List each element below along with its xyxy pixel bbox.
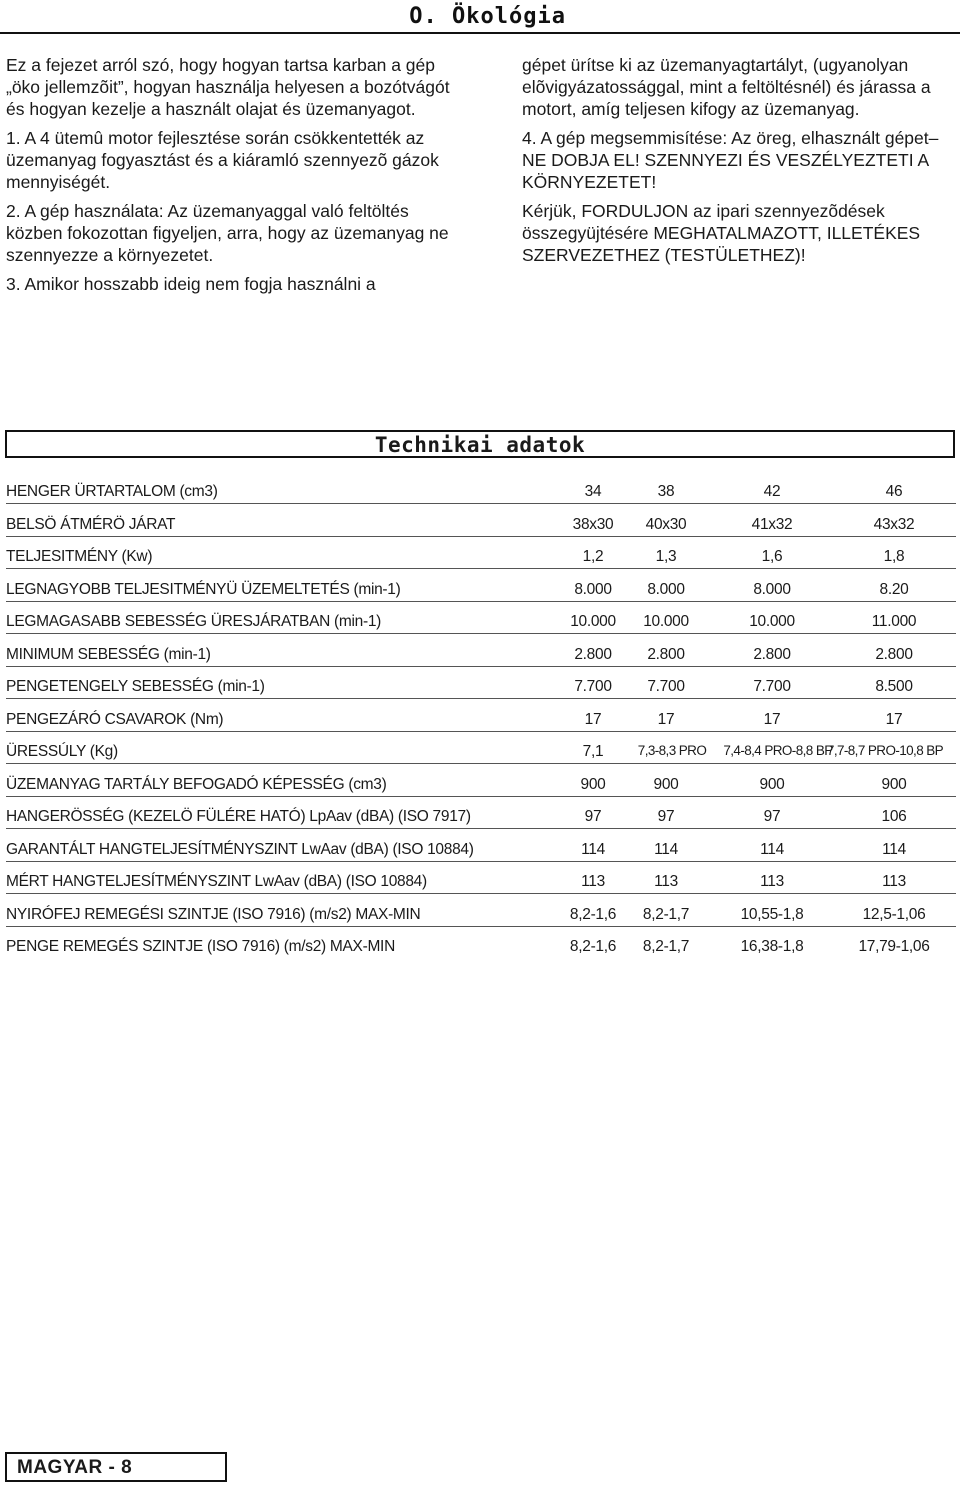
spec-value: 17,79-1,06 [858,938,930,955]
spec-value: 900 [653,775,679,793]
spec-value: 900 [580,775,606,793]
row-divider [6,828,956,829]
spec-value: 8,2-1,7 [642,905,690,923]
spec-value: 7,3-8,3 PRO [637,743,707,758]
spec-value: 113 [654,873,678,890]
spec-value: 8,2-1,7 [642,938,690,955]
spec-value: 11.000 [871,613,917,630]
row-divider [6,731,956,732]
spec-value: 1,3 [655,548,677,565]
table-row [6,866,956,899]
table-row [6,476,956,509]
spec-value: 41x32 [751,515,793,533]
item-2-paragraph: 2. A gép használata: Az üzemanyaggal való feltöltés közben fokozottan figyeljen, arra, hogy az üzemanyag ne szennyezze a környezetet. [6,201,449,265]
spec-value: 38 [657,483,675,500]
table-row [6,574,956,607]
page-footer-label: MAGYAR - 8 [17,1457,133,1478]
spec-value: 17 [763,710,781,728]
spec-value: 2.800 [647,645,685,663]
table-row [6,704,956,737]
spec-value: 8.000 [647,580,685,598]
spec-value: 8,2-1,6 [569,905,617,923]
spec-label: HENGER ÜRTARTALOM (cm3) [6,483,218,500]
row-divider [6,698,956,699]
spec-value: 114 [581,840,605,858]
table-row [6,801,956,834]
spec-label: ÜRESSÚLY (Kg) [6,743,118,760]
table-row [6,834,956,867]
spec-value: 12,5-1,06 [862,905,926,923]
spec-value: 97 [657,808,675,825]
item-4-paragraph: 4. A gép megsemmisítése: Az öreg, elhasznált gépet– NE DOBJA EL! SZENNYEZI ÉS VESZÉLYEZTETI A KÖRNYEZETET! [522,128,939,192]
spec-label: TELJESITMÉNY (Kw) [6,548,153,565]
table-row [6,541,956,574]
row-divider [6,861,956,862]
spec-label: PENGEZÁRÓ CSAVAROK (Nm) [6,710,224,728]
spec-value: 7,1 [582,743,604,760]
spec-value: 106 [881,808,907,825]
spec-value: 7.700 [753,678,791,695]
spec-value: 8,2-1,6 [569,938,617,955]
table-row [6,931,956,964]
tech-data-title: Technikai adatok [374,433,586,457]
page-footer-box [5,1452,227,1482]
table-row [6,736,956,769]
spec-value: 900 [759,775,785,793]
row-divider [6,536,956,537]
spec-value: 7.700 [574,678,612,695]
spec-label: MINIMUM SEBESSÉG (min-1) [6,645,211,663]
spec-value: 114 [760,840,784,858]
spec-value: 38x30 [572,515,614,533]
row-divider [6,796,956,797]
spec-label: LEGNAGYOBB TELJESITMÉNYÜ ÜZEMELTETÉS (min-1) [6,580,401,598]
spec-label: NYIRÓFEJ REMEGÉSI SZINTJE (ISO 7916) (m/s2) MAX-MIN [6,905,421,923]
row-divider [6,503,956,504]
spec-label: ÜZEMANYAG TARTÁLY BEFOGADÓ KÉPESSÉG (cm3) [6,775,387,793]
spec-value: 1,6 [761,548,783,565]
spec-value: 7,7-8,7 PRO-10,8 BP [826,743,944,758]
row-divider [6,763,956,764]
spec-value: 113 [760,873,784,890]
table-row [6,606,956,639]
spec-value: 8.000 [753,580,791,598]
spec-label: MÉRT HANGTELJESÍTMÉNYSZINT LwAav (dBA) (ISO 10884) [6,873,427,890]
row-divider [6,633,956,634]
spec-value: 10.000 [570,613,616,630]
spec-value: 17 [885,710,903,728]
row-divider [6,568,956,569]
title-rule [0,32,960,34]
spec-value: 2.800 [875,645,913,663]
spec-value: 40x30 [645,515,687,533]
spec-value: 2.800 [574,645,612,663]
right-column [522,54,952,273]
row-divider [6,926,956,927]
spec-label: PENGETENGELY SEBESSÉG (min-1) [6,678,265,695]
spec-value: 10.000 [749,613,795,630]
left-column [6,54,466,302]
disposal-note-paragraph: Kérjük, FORDULJON az ipari szennyezõdések összegyüjtésére MEGHATALMAZOTT, ILLETÉKES SZERVEZETHEZ (TESTÜLETHEZ)! [522,201,921,265]
spec-value: 114 [882,840,906,858]
spec-label: PENGE REMEGÉS SZINTJE (ISO 7916) (m/s2) MAX-MIN [6,938,395,955]
item-3-continued-paragraph: gépet ürítse ki az üzemanyagtartályt, (ugyanolyan elõvigyázatossággal, mint a feltöltésnél) és járassa a motort, amíg teljesen kifogy az üzemanyag. [522,55,931,119]
spec-value: 113 [882,873,906,890]
item-3-paragraph: 3. Amikor hosszabb ideig nem fogja használni a [6,274,376,294]
spec-value: 8.500 [875,678,913,695]
row-divider [6,893,956,894]
spec-value: 1,2 [582,548,604,565]
table-row [6,509,956,542]
table-row [6,671,956,704]
spec-label: BELSÖ ÁTMÉRÖ JÁRAT [6,515,176,533]
table-row [6,639,956,672]
spec-value: 900 [881,775,907,793]
item-1-paragraph: 1. A 4 ütemû motor fejlesztése során csökkentették az üzemanyag fogyasztást és a kiáramló szennyezõ gázok mennyiségét. [6,128,439,192]
spec-value: 10,55-1,8 [740,905,804,923]
spec-value: 17 [657,710,675,728]
table-row [6,899,956,932]
spec-value: 43x32 [873,515,915,533]
spec-value: 7.700 [647,678,685,695]
spec-value: 8.20 [879,580,909,598]
spec-label: HANGERÖSSÉG (KEZELÖ FÜLÉRE HATÓ) LpAav (dBA) (ISO 7917) [6,808,471,825]
spec-value: 8.000 [574,580,612,598]
spec-value: 42 [763,483,781,500]
spec-table [6,476,956,964]
tech-data-header-box [5,430,955,458]
spec-value: 2.800 [753,645,791,663]
spec-value: 16,38-1,8 [740,938,804,955]
intro-paragraph: Ez a fejezet arról szó, hogy hogyan tartsa karban a gép „öko jellemzõit”, hogyan használja helyesen a bozótvágót és hogyan kezelje a használt olajat és üzemanyagot. [6,55,450,119]
section-title: O. Ökológia [409,4,566,29]
spec-value: 46 [885,483,903,500]
spec-value: 114 [654,840,678,858]
spec-label: LEGMAGASABB SEBESSÉG ÜRESJÁRATBAN (min-1) [6,613,382,630]
spec-value: 7,4-8,4 PRO-8,8 BP [723,743,833,758]
spec-value: 113 [581,873,605,890]
table-row [6,769,956,802]
spec-value: 34 [584,483,602,500]
spec-value: 97 [584,808,602,825]
spec-value: 1,8 [883,548,905,565]
spec-value: 97 [763,808,781,825]
spec-value: 17 [584,710,602,728]
spec-value: 10.000 [643,613,689,630]
row-divider [6,601,956,602]
spec-label: GARANTÁLT HANGTELJESÍTMÉNYSZINT LwAav (dBA) (ISO 10884) [6,840,474,858]
row-divider [6,666,956,667]
